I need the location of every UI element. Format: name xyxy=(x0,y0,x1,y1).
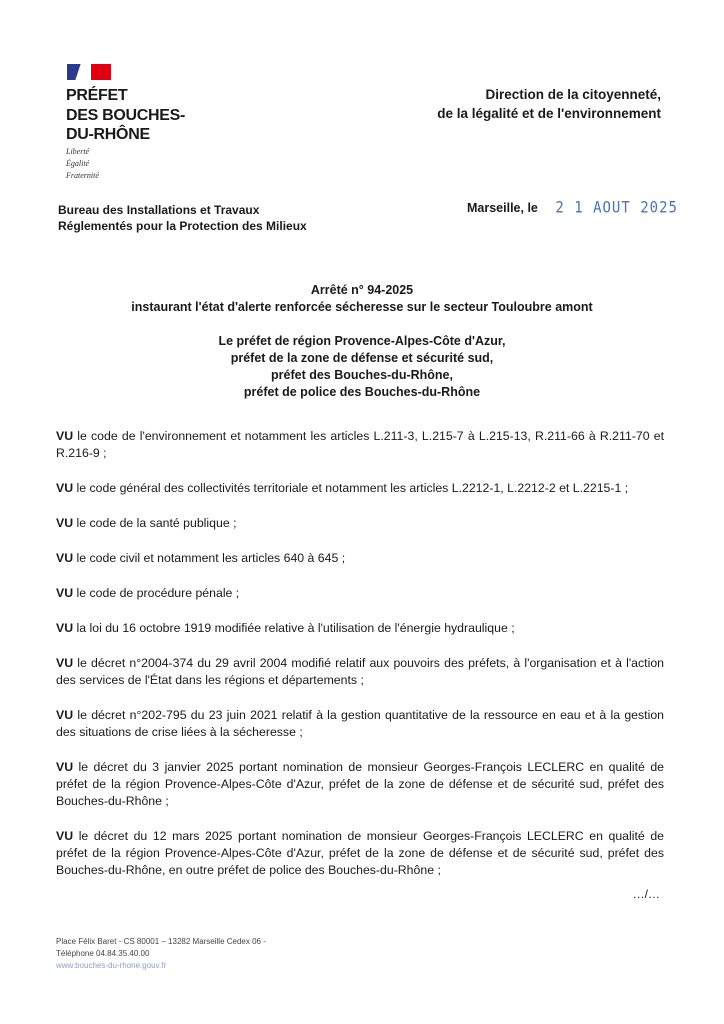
place-label: Marseille, le xyxy=(467,201,538,215)
consideration-text: le décret du 3 janvier 2025 portant nomination de monsieur Georges-François LECLERC en qualité de préfet de la région Provence-Alpes-Côte d'Azur, préfet de la zone de défense et de sécurité sud, préfet des Bouches-du-Rhône ; xyxy=(56,760,664,808)
vu-keyword: VU xyxy=(56,829,74,843)
consideration-text: la loi du 16 octobre 1919 modifiée relative à l'utilisation de l'énergie hydraulique ; xyxy=(76,621,515,635)
prefecture-name-line: PRÉFET xyxy=(66,87,128,104)
vu-keyword: VU xyxy=(56,516,74,530)
decree-subject: instaurant l'état d'alerte renforcée sécheresse sur le secteur Touloubre amont xyxy=(131,300,593,314)
prefect-title-line: préfet de la zone de défense et sécurité sud, xyxy=(230,351,494,365)
consideration-item xyxy=(56,585,664,602)
prefect-title-line: préfet des Bouches-du-Rhône, xyxy=(271,368,453,382)
consideration-text: le code de procédure pénale ; xyxy=(76,586,240,600)
footer xyxy=(56,936,266,972)
vu-keyword: VU xyxy=(56,656,74,670)
motto-line: Fraternité xyxy=(66,171,99,180)
republic-motto xyxy=(66,146,99,182)
date-stamp: 2 1 AOUT 2025 xyxy=(555,198,678,218)
consideration-text: le code de l'environnement et notamment les articles L.211-3, L.215-7 à L.215-13, R.211-66 à R.211-70 et R.216-9 ; xyxy=(56,429,664,460)
date-line xyxy=(467,200,678,216)
continuation-mark: …/… xyxy=(632,887,660,901)
motto-line: Égalité xyxy=(66,159,90,168)
direction-line: de la légalité et de l'environnement xyxy=(437,106,661,121)
consideration-text: le code civil et notamment les articles 640 à 645 ; xyxy=(76,551,346,565)
bureau-line: Bureau des Installations et Travaux xyxy=(58,203,260,217)
consideration-item xyxy=(56,550,664,567)
prefecture-name xyxy=(66,86,185,145)
vu-keyword: VU xyxy=(56,551,74,565)
footer-address: Place Félix Baret - CS 80001 – 13282 Marseille Cedex 06 - xyxy=(56,937,266,946)
prefect-title-line: préfet de police des Bouches-du-Rhône xyxy=(243,385,481,399)
consideration-item xyxy=(56,655,664,689)
prefecture-name-line: DU-RHÔNE xyxy=(66,126,150,143)
consideration-text: le décret n°202-795 du 23 juin 2021 relatif à la gestion quantitative de la ressource en eau et à la gestion des situations de crise liées à la sécheresse ; xyxy=(56,708,664,739)
motto-line: Liberté xyxy=(66,147,90,156)
bureau-heading xyxy=(58,202,307,234)
decree-number: Arrêté n° 94-2025 xyxy=(310,283,414,297)
consideration-text: le code de la santé publique ; xyxy=(76,516,237,530)
consideration-text: le décret n°2004-374 du 29 avril 2004 modifié relatif aux pouvoirs des préfets, à l'organisation et à l'action des services de l'État dans les régions et départements ; xyxy=(56,656,664,687)
prefect-titles xyxy=(0,333,724,401)
consideration-item xyxy=(56,480,664,497)
prefecture-name-line: DES BOUCHES- xyxy=(66,106,186,124)
consideration-item xyxy=(56,620,664,637)
consideration-item xyxy=(56,828,664,879)
republic-logo-flag xyxy=(67,64,111,80)
consideration-item xyxy=(56,428,664,462)
prefect-title-line: Le préfet de région Provence-Alpes-Côte d'Azur, xyxy=(218,334,506,348)
consideration-item xyxy=(56,515,664,532)
footer-website-link[interactable]: www.bouches-du-rhone.gouv.fr xyxy=(56,961,167,970)
direction-line: Direction de la citoyenneté, xyxy=(485,87,661,102)
consideration-item xyxy=(56,759,664,810)
direction-heading xyxy=(437,85,661,123)
consideration-text: le code général des collectivités territoriale et notamment les articles L.2212-1, L.2212-2 et L.2215-1 ; xyxy=(76,481,629,495)
vu-keyword: VU xyxy=(56,429,74,443)
consideration-text: le décret du 12 mars 2025 portant nomination de monsieur Georges-François LECLERC en qualité de préfet de la région Provence-Alpes-Côte d'Azur, préfet de la zone de défense et de sécurité sud, préfet des Bouches-du-Rhône, en outre préfet de police des Bouches-du-Rhône ; xyxy=(56,829,664,877)
considerations-list xyxy=(56,428,664,897)
footer-phone: Téléphone 04.84.35.40.00 xyxy=(56,949,150,958)
vu-keyword: VU xyxy=(56,586,74,600)
vu-keyword: VU xyxy=(56,621,74,635)
vu-keyword: VU xyxy=(56,481,74,495)
vu-keyword: VU xyxy=(56,760,74,774)
vu-keyword: VU xyxy=(56,708,74,722)
bureau-line: Réglementés pour la Protection des Milieux xyxy=(58,219,307,233)
consideration-item xyxy=(56,707,664,741)
decree-title xyxy=(0,282,724,316)
